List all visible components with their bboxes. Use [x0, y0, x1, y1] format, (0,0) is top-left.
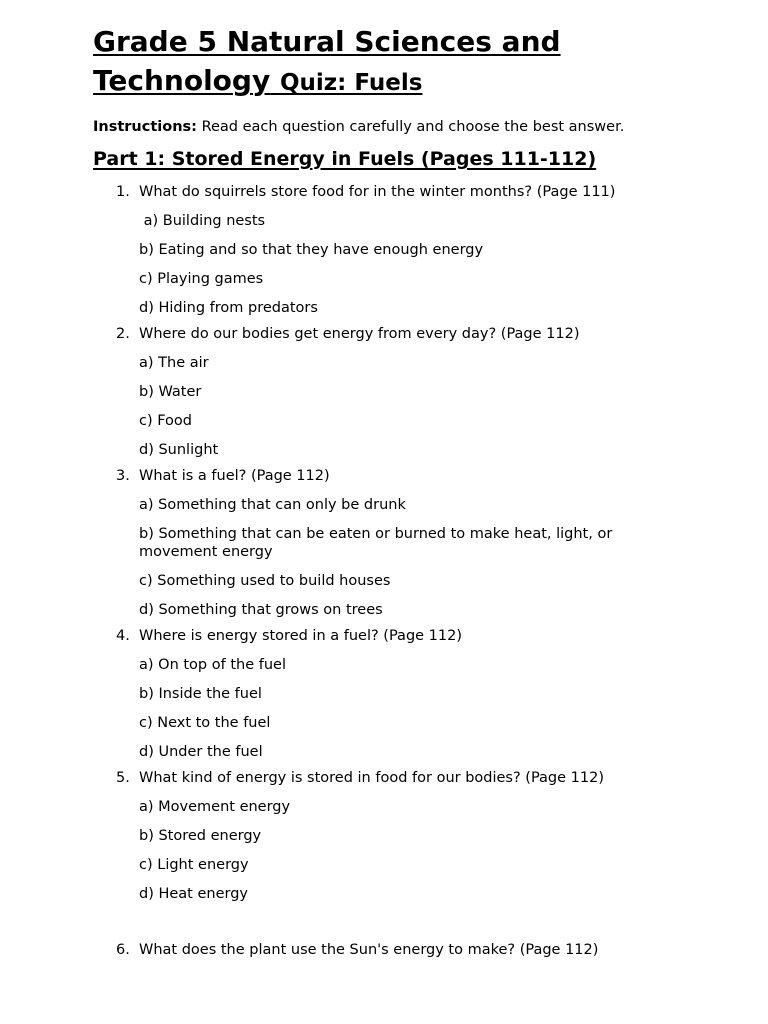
answer-option: b) Inside the fuel	[139, 686, 262, 702]
title-line-2: Technology	[93, 64, 271, 97]
title-subtitle: Quiz: Fuels	[279, 70, 423, 96]
instructions-text: Read each question carefully and choose the best answer.	[201, 119, 625, 135]
question-number: 4.	[116, 628, 130, 644]
question-number: 6.	[116, 942, 130, 958]
part-1-heading: Part 1: Stored Energy in Fuels (Pages 111-112)	[93, 148, 597, 170]
question-item	[93, 467, 733, 619]
question-number: 2.	[116, 326, 130, 342]
instructions	[93, 118, 733, 136]
answer-option: c) Food	[139, 413, 193, 429]
document-title	[93, 22, 733, 103]
answer-option: a) Movement energy	[139, 799, 291, 815]
answer-option: b) Eating and so that they have enough energy	[139, 242, 484, 258]
answer-option: c) Light energy	[139, 857, 249, 873]
question-text: Where is energy stored in a fuel? (Page 112)	[139, 628, 463, 644]
question-item	[93, 941, 733, 959]
answer-option: d) Hiding from predators	[139, 300, 318, 316]
document-page	[93, 22, 733, 959]
answer-option: c) Something used to build houses	[139, 573, 391, 589]
answer-option: a) Something that can only be drunk	[139, 497, 406, 513]
question-number: 5.	[116, 770, 130, 786]
question-text: What do squirrels store food for in the winter months? (Page 111)	[139, 184, 616, 200]
instructions-label: Instructions:	[93, 119, 197, 135]
answer-option: b) Stored energy	[139, 828, 262, 844]
question-item	[93, 769, 733, 903]
question-text: What does the plant use the Sun's energy to make? (Page 112)	[139, 942, 599, 958]
question-number: 1.	[116, 184, 130, 200]
answer-option: d) Sunlight	[139, 442, 219, 458]
answer-option: c) Next to the fuel	[139, 715, 271, 731]
question-item	[93, 627, 733, 761]
answer-option: d) Heat energy	[139, 886, 248, 902]
answer-option: a) The air	[139, 355, 209, 371]
question-number: 3.	[116, 468, 130, 484]
question-list	[93, 183, 733, 959]
answer-option: d) Under the fuel	[139, 744, 263, 760]
answer-option: b) Something that can be eaten or burned to make heat, light, or movement energy	[139, 526, 617, 560]
answer-option: a) On top of the fuel	[139, 657, 286, 673]
answer-option: d) Something that grows on trees	[139, 602, 383, 618]
question-item	[93, 325, 733, 459]
answer-option: c) Playing games	[139, 271, 264, 287]
question-text: What kind of energy is stored in food for our bodies? (Page 112)	[139, 770, 604, 786]
answer-option: b) Water	[139, 384, 202, 400]
question-text: Where do our bodies get energy from every day? (Page 112)	[139, 326, 580, 342]
question-text: What is a fuel? (Page 112)	[139, 468, 330, 484]
question-item	[93, 183, 733, 317]
title-line-1: Grade 5 Natural Sciences and	[93, 25, 561, 58]
answer-option: a) Building nests	[139, 213, 266, 229]
